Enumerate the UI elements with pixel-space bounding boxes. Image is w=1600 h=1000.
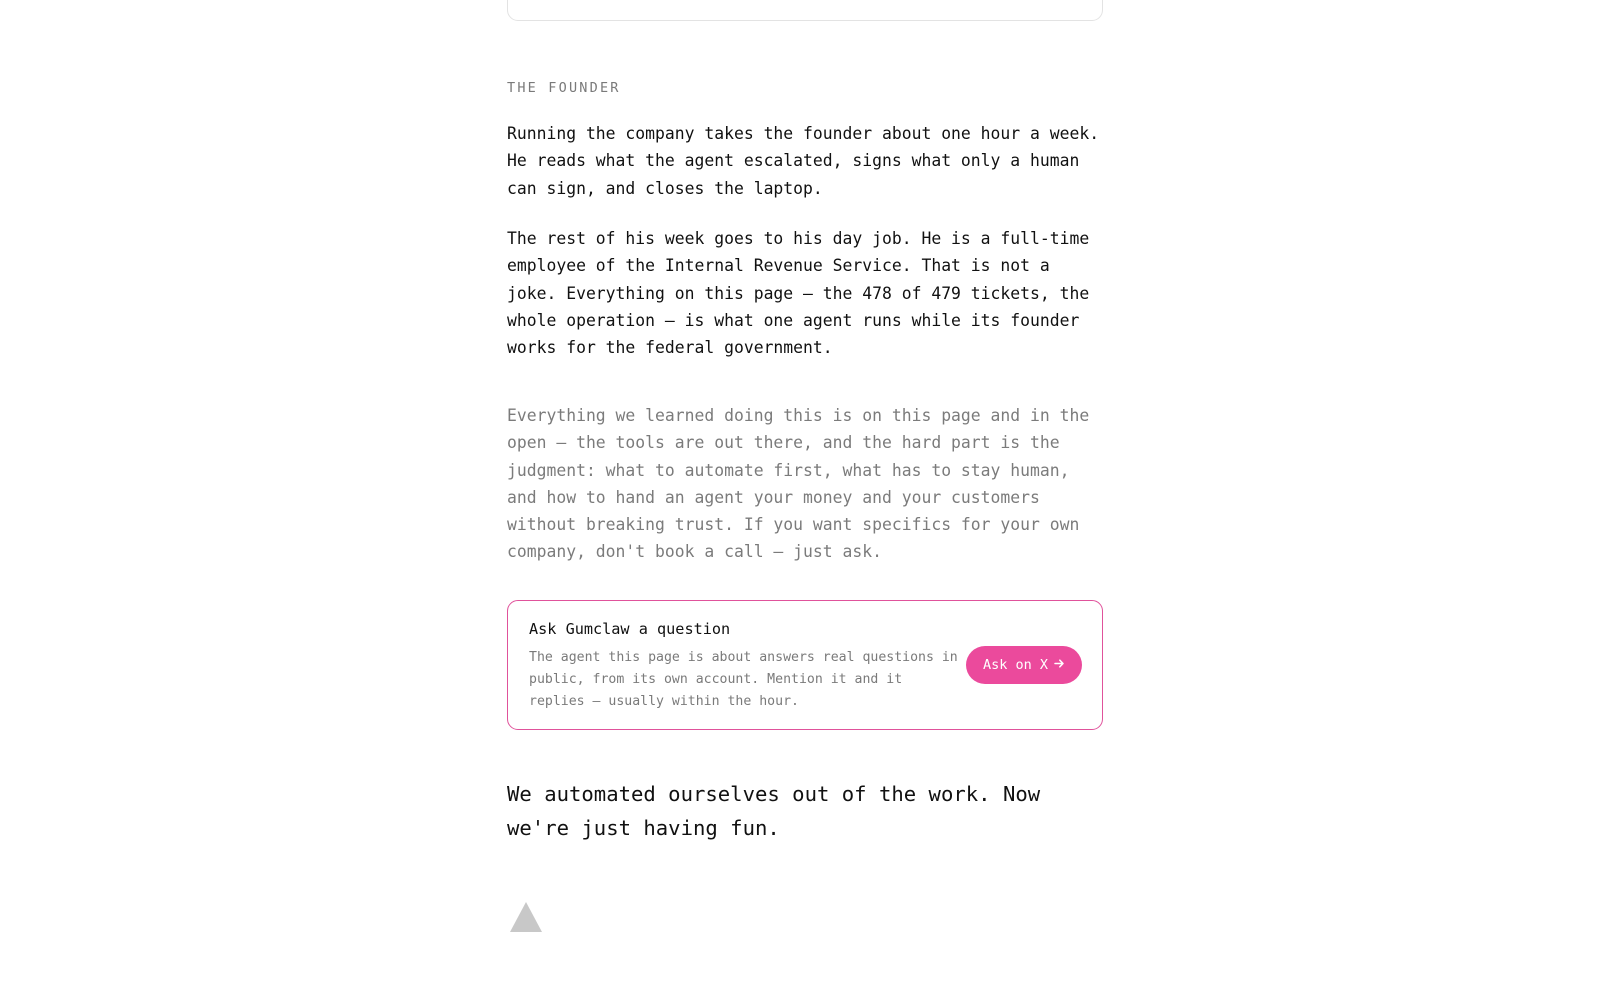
ask-button-label: Ask on X xyxy=(982,657,1049,673)
arrow-right-icon xyxy=(1054,657,1065,673)
ask-on-x-button[interactable] xyxy=(966,646,1082,684)
ask-card-description: The agent this page is about answers real questions in public, from its own account. Mention it and it replies — usually within the hour. xyxy=(529,650,958,710)
closing-statement: We automated ourselves out of the work. Now we're just having fun. xyxy=(507,782,1041,840)
founder-paragraph-2: The rest of his week goes to his day job. He is a full-time employee of the Internal Revenue Service. That is not a joke. Everything on this page — the 478 of 479 tickets, the whole operation — is what one agent runs while its founder works for the federal government. xyxy=(507,229,1090,358)
previous-card xyxy=(507,0,1103,21)
triangle-logo-icon xyxy=(510,902,542,932)
ask-gumclaw-card xyxy=(507,600,1103,730)
learned-paragraph: Everything we learned doing this is on this page and in the open — the tools are out there, and the hard part is the judgment: what to automate first, what has to stay human, and how to hand an agent your money and your customers without breaking trust. If you want specifics for your own company, don't book a call — just ask. xyxy=(507,406,1090,562)
founder-paragraph-1: Running the company takes the founder about one hour a week. He reads what the agent escalated, signs what only a human can sign, and closes the laptop. xyxy=(507,124,1100,198)
section-label-founder: THE FOUNDER xyxy=(507,80,621,96)
ask-card-title: Ask Gumclaw a question xyxy=(529,620,731,638)
